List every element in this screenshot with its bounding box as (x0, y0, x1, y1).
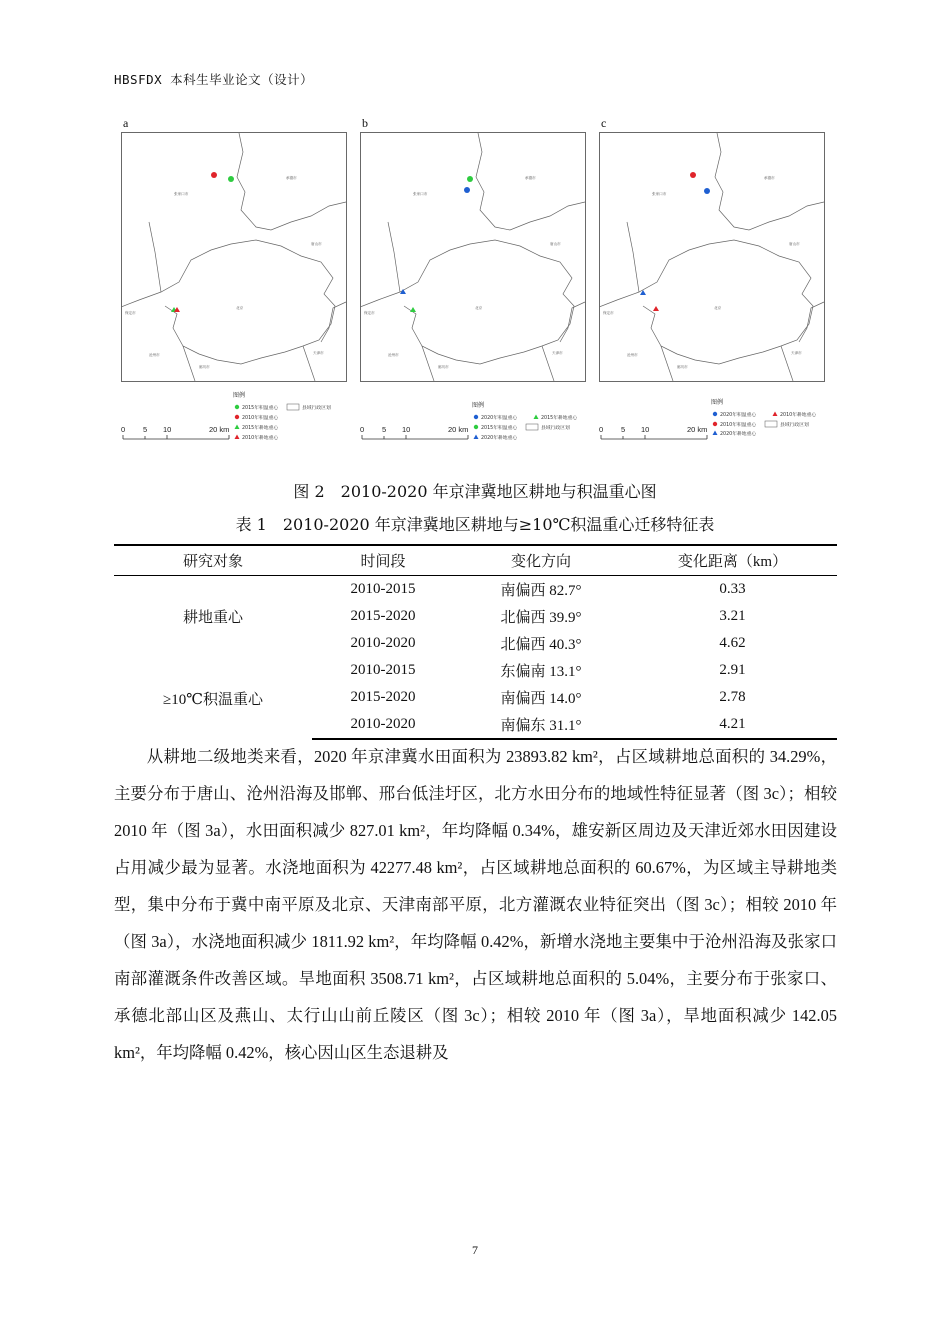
svg-text:天津市: 天津市 (313, 351, 324, 355)
period-cell: 2015-2020 (350, 689, 416, 705)
svg-text:沧州市: 沧州市 (388, 353, 399, 357)
map-panel-c (599, 116, 835, 446)
distance-cell: 4.62 (719, 635, 746, 651)
heat-centroid-2020 (704, 188, 710, 194)
svg-text:5: 5 (382, 425, 387, 434)
svg-text:2010年积温重心: 2010年积温重心 (242, 416, 279, 421)
svg-text:沧州市: 沧州市 (627, 353, 638, 357)
svg-text:图例: 图例 (233, 392, 246, 399)
svg-text:5: 5 (621, 425, 626, 434)
svg-text:县域行政区划: 县域行政区划 (541, 426, 570, 431)
svg-text:图例: 图例 (711, 399, 724, 406)
svg-text:2020年耕地重心: 2020年耕地重心 (720, 432, 757, 437)
legend (472, 401, 577, 441)
svg-text:县域行政区划: 县域行政区划 (302, 406, 331, 411)
svg-text:2020年积温重心: 2020年积温重心 (481, 416, 518, 421)
header-direction: 变化方向 (454, 545, 628, 576)
svg-text:张家口市: 张家口市 (652, 192, 667, 196)
scale-bar (121, 425, 229, 439)
svg-text:20 km: 20 km (209, 425, 230, 434)
map-figure (360, 132, 596, 452)
svg-text:唐山市: 唐山市 (550, 242, 561, 246)
map-figure (599, 132, 835, 452)
svg-text:承德市: 承德市 (764, 176, 775, 180)
svg-text:承德市: 承德市 (286, 176, 297, 180)
map-panel-b (360, 116, 596, 446)
body-paragraph: 从耕地二级地类来看，2020 年京津冀水田面积为 23893.82 km²，占区域耕地总面积的 34.29%，主要分布于唐山、沧州沿海及邯郸、邢台低洼圩区，北方水田分布的地域性特征显著（图 3c）；相较 2010 年（图 3a），水田面积减少 827.01 km²，年均降幅 0.34%，雄安新区周边及天津近郊水田因建设占用减少最为显著。水浇地面积为 42277.48 km²，占区域耕地总面积的 60.67%，为区域主导耕地类型，集中分布于冀中南平原及北京、天津南部平原，北方灌溉农业特征突出（图 3c）；相较 2010 年（图 3a），水浇地面积减少 1811.92 km²，年均降幅 0.42%，新增水浇地主要集中于沧州沿海及张家口南部灌溉条件改善区域。旱地面积 3508.71 km²，占区域耕地总面积的 5.04%，主要分布于张家口、承德北部山区及燕山、太行山山前丘陵区（图 3c）；相较 2010 年（图 3a），旱地面积减少 142.05 km²，年均降幅 0.42%，核心因山区生态退耕及 (114, 747, 837, 1062)
svg-text:0: 0 (360, 425, 365, 434)
distance-cell: 2.78 (719, 689, 746, 705)
direction-cell: 南偏东 31.1° (454, 711, 628, 739)
svg-text:承德市: 承德市 (525, 176, 536, 180)
group-name: 耕地重心 (182, 610, 243, 626)
svg-text:20 km: 20 km (448, 425, 469, 434)
svg-text:保定市: 保定市 (603, 311, 614, 315)
table-row (114, 657, 837, 684)
direction-cell: 北偏西 39.9° (500, 610, 582, 626)
distance-cell: 4.21 (628, 711, 837, 739)
figure-caption: 图 2 2010-2020 年京津冀地区耕地与积温重心图 (293, 482, 657, 501)
header-distance: 变化距离（km） (628, 545, 837, 576)
distance-cell: 3.21 (719, 608, 746, 624)
svg-text:张家口市: 张家口市 (413, 192, 428, 196)
direction-cell: 南偏西 14.0° (500, 691, 582, 707)
svg-text:0: 0 (599, 425, 604, 434)
svg-text:5: 5 (143, 425, 148, 434)
heat-centroid-2015 (228, 176, 234, 182)
svg-text:廊坊市: 廊坊市 (438, 365, 449, 369)
legend (711, 398, 816, 437)
distance-cell: 0.33 (719, 581, 746, 597)
svg-text:北京: 北京 (475, 306, 483, 310)
panel-label: a (123, 116, 129, 130)
svg-text:北京: 北京 (714, 306, 722, 310)
page-number: 7 (472, 1243, 478, 1257)
svg-text:2020年耕地重心: 2020年耕地重心 (481, 436, 518, 441)
svg-text:沧州市: 沧州市 (149, 353, 160, 357)
svg-text:北京: 北京 (236, 306, 244, 310)
table-row (114, 576, 837, 604)
svg-text:2015年积温重心: 2015年积温重心 (481, 426, 518, 431)
distance-cell: 2.91 (719, 662, 746, 678)
svg-text:10: 10 (641, 425, 650, 434)
svg-text:天津市: 天津市 (552, 351, 563, 355)
svg-text:2010年耕地重心: 2010年耕地重心 (242, 436, 279, 441)
svg-text:0: 0 (121, 425, 126, 434)
svg-text:2010年耕地重心: 2010年耕地重心 (780, 413, 817, 418)
map-figure (121, 132, 357, 452)
header-subject: 研究对象 (114, 545, 312, 576)
table-caption: 表 1 2010-2020 年京津冀地区耕地与≥10℃积温重心迁移特征表 (235, 515, 715, 534)
panel-label: c (601, 116, 607, 130)
svg-text:10: 10 (163, 425, 172, 434)
map-frame (361, 133, 586, 382)
map-panel-a (121, 116, 357, 446)
heat-centroid-2015 (467, 176, 473, 182)
svg-text:廊坊市: 廊坊市 (199, 365, 210, 369)
heat-centroid-2010 (690, 172, 696, 178)
migration-table (114, 544, 837, 740)
direction-cell: 北偏西 40.3° (500, 637, 582, 653)
svg-text:2015年积温重心: 2015年积温重心 (242, 406, 279, 411)
period-cell: 2010-2020 (350, 635, 416, 651)
svg-text:唐山市: 唐山市 (311, 242, 322, 246)
period-cell: 2010-2015 (350, 581, 416, 597)
period-cell: 2015-2020 (350, 608, 416, 624)
svg-text:保定市: 保定市 (125, 311, 136, 315)
svg-text:天津市: 天津市 (791, 351, 802, 355)
svg-text:2015年耕地重心: 2015年耕地重心 (242, 426, 279, 431)
svg-text:10: 10 (402, 425, 411, 434)
svg-text:2020年积温重心: 2020年积温重心 (720, 413, 757, 418)
svg-text:保定市: 保定市 (364, 311, 375, 315)
map-frame (600, 133, 825, 382)
map-frame (122, 133, 347, 382)
svg-text:2015年耕地重心: 2015年耕地重心 (541, 416, 578, 421)
svg-text:县域行政区划: 县域行政区划 (780, 423, 809, 428)
legend (233, 391, 331, 441)
header-period: 时间段 (312, 545, 454, 576)
period-cell: 2010-2015 (350, 662, 416, 678)
svg-text:唐山市: 唐山市 (789, 242, 800, 246)
panel-label: b (362, 116, 368, 130)
svg-text:2010年积温重心: 2010年积温重心 (720, 423, 757, 428)
table-header-row (114, 545, 837, 576)
direction-cell: 东偏南 13.1° (500, 664, 582, 680)
heat-centroid-2010 (211, 172, 217, 178)
svg-text:张家口市: 张家口市 (174, 192, 189, 196)
svg-text:廊坊市: 廊坊市 (677, 365, 688, 369)
svg-text:20 km: 20 km (687, 425, 708, 434)
svg-text:图例: 图例 (472, 402, 485, 409)
scale-bar (599, 425, 707, 439)
heat-centroid-2020 (464, 187, 470, 193)
page-header: HBSFDX 本科生毕业论文（设计） (114, 72, 314, 87)
scale-bar (360, 425, 468, 439)
period-cell: 2010-2020 (312, 711, 454, 739)
direction-cell: 南偏西 82.7° (500, 583, 582, 599)
group-name: ≥10℃积温重心 (162, 691, 263, 708)
